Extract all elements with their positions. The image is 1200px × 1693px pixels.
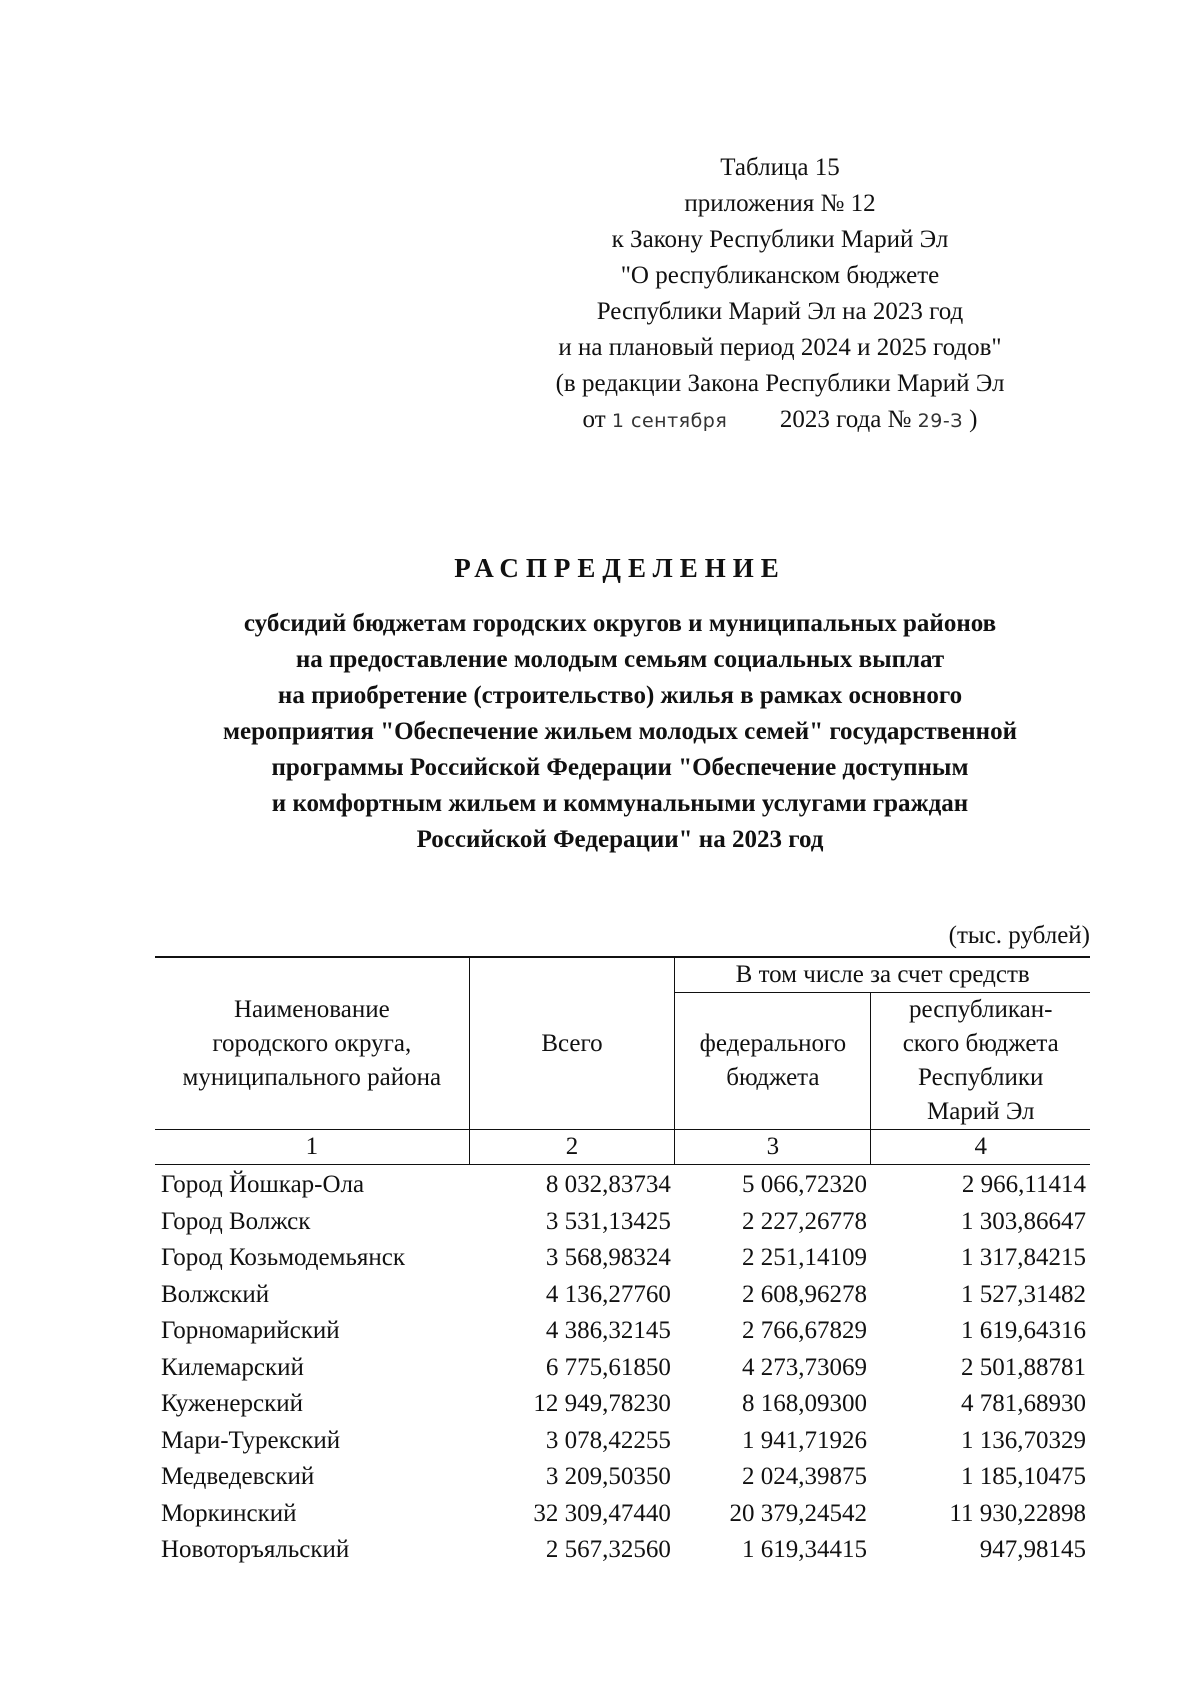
- cell-rep: 2 966,11414: [961, 1171, 1086, 1198]
- header-line: и на плановый период 2024 и 2025 годов": [558, 334, 1002, 361]
- header-total-column: Всего: [469, 957, 675, 1130]
- column-number: 2: [469, 1130, 675, 1165]
- header-group: В том числе за счет средств: [675, 957, 1090, 993]
- cell-fed: 20 379,24542: [729, 1499, 867, 1527]
- cell-rep: 4 781,68930: [961, 1390, 1086, 1417]
- units-label: (тыс. рублей): [948, 922, 1090, 949]
- cell-rep: 1 185,10475: [961, 1463, 1086, 1490]
- cell-total: 4 136,27760: [545, 1280, 671, 1308]
- column-number: 4: [871, 1130, 1090, 1165]
- table-row: [155, 1240, 1090, 1277]
- subtitle-line: Российской Федерации" на 2023 год: [416, 826, 824, 853]
- cell-name: Моркинский: [161, 1499, 297, 1527]
- cell-fed: 5 066,72320: [741, 1171, 867, 1198]
- cell-total: 8 032,83734: [545, 1171, 671, 1198]
- cell-total: 3 531,13425: [545, 1207, 671, 1235]
- cell-total: 4 386,32145: [545, 1317, 671, 1344]
- header-line: "О республиканском бюджете: [620, 262, 940, 289]
- table-row: [155, 1496, 1090, 1533]
- subtitle-line: программы Российской Федерации "Обеспечение доступным: [271, 754, 969, 781]
- document-title: РАСПРЕДЕЛЕНИЕ: [454, 553, 786, 583]
- header-federal-column: федерального бюджета: [675, 993, 871, 1130]
- table-row: [155, 1204, 1090, 1241]
- cell-rep: 947,98145: [979, 1536, 1086, 1563]
- header-line: Таблица 15: [720, 154, 840, 181]
- handwritten-law-number: 29-З: [917, 410, 963, 432]
- table-body: [155, 1165, 1090, 1569]
- cell-name: Город Волжск: [161, 1207, 311, 1235]
- cell-total: 3 078,42255: [545, 1426, 671, 1454]
- table-row: [155, 1313, 1090, 1350]
- subtitle-line: и комфортным жильем и коммунальными услугами граждан: [271, 790, 969, 817]
- header-line: приложения № 12: [684, 190, 876, 217]
- subtitle-line: на предоставление молодым семьям социальных выплат: [295, 646, 945, 673]
- cell-rep: 2 501,88781: [961, 1353, 1086, 1381]
- cell-rep: 1 527,31482: [961, 1280, 1086, 1308]
- header-line: к Закону Республики Марий Эл: [611, 226, 949, 253]
- cell-fed: 8 168,09300: [741, 1390, 867, 1417]
- cell-name: Куженерский: [161, 1390, 303, 1417]
- cell-total: 32 309,47440: [533, 1499, 671, 1527]
- subsidy-table: [155, 956, 1090, 1569]
- table-row: [155, 1350, 1090, 1387]
- cell-name: Медведевский: [161, 1463, 315, 1490]
- table-row: [155, 1386, 1090, 1423]
- cell-rep: 1 317,84215: [961, 1244, 1086, 1271]
- table-row: [155, 1277, 1090, 1314]
- cell-fed: 2 766,67829: [741, 1317, 867, 1344]
- column-number: 1: [155, 1130, 469, 1165]
- cell-total: 3 209,50350: [545, 1463, 671, 1490]
- table-row: [155, 1459, 1090, 1496]
- header-name-column: Наименование городского округа, муниципального района: [155, 957, 469, 1130]
- cell-name: Волжский: [161, 1280, 270, 1308]
- date-year: 2023 года №: [779, 406, 912, 433]
- table-row: [155, 1165, 1090, 1204]
- header-line: Республики Марий Эл на 2023 год: [596, 298, 964, 325]
- table-row: [155, 1423, 1090, 1460]
- cell-fed: 2 608,96278: [741, 1280, 867, 1308]
- date-prefix: от: [582, 406, 606, 433]
- header-line: (в редакции Закона Республики Марий Эл: [555, 370, 1005, 397]
- cell-rep: 1 619,64316: [961, 1317, 1086, 1344]
- cell-fed: 1 941,71926: [741, 1426, 867, 1454]
- document-header: [480, 150, 1080, 439]
- column-number: 3: [675, 1130, 871, 1165]
- cell-name: Новоторъяльский: [161, 1536, 350, 1563]
- cell-fed: 2 251,14109: [741, 1244, 867, 1271]
- cell-name: Город Козьмодемьянск: [161, 1244, 405, 1271]
- cell-rep: 1 303,86647: [961, 1207, 1086, 1235]
- cell-fed: 1 619,34415: [741, 1536, 867, 1563]
- cell-fed: 2 227,26778: [741, 1207, 867, 1235]
- cell-total: 3 568,98324: [545, 1244, 671, 1271]
- cell-total: 6 775,61850: [545, 1353, 671, 1381]
- cell-rep: 11 930,22898: [949, 1499, 1086, 1527]
- cell-total: 12 949,78230: [533, 1390, 671, 1417]
- subtitle-line: мероприятия "Обеспечение жильем молодых семей" государственной: [222, 718, 1017, 745]
- cell-total: 2 567,32560: [545, 1536, 671, 1563]
- cell-name: Килемарский: [161, 1353, 304, 1381]
- cell-name: Горномарийский: [161, 1317, 340, 1344]
- document-subtitle: [150, 606, 1090, 858]
- header-date-line: [480, 402, 1080, 439]
- table-row: [155, 1532, 1090, 1569]
- cell-fed: 2 024,39875: [741, 1463, 867, 1490]
- cell-name: Мари-Турекский: [161, 1426, 341, 1454]
- subtitle-line: на приобретение (строительство) жилья в рамках основного: [277, 682, 963, 709]
- cell-fed: 4 273,73069: [741, 1353, 867, 1381]
- subtitle-line: субсидий бюджетам городских округов и муниципальных районов: [243, 610, 997, 637]
- header-republic-column: республикан- ского бюджета Республики Марий Эл: [871, 993, 1090, 1130]
- cell-name: Город Йошкар-Ола: [161, 1171, 365, 1198]
- date-close: ): [969, 406, 978, 433]
- handwritten-date: 1 сентября: [611, 410, 728, 432]
- cell-rep: 1 136,70329: [961, 1426, 1086, 1454]
